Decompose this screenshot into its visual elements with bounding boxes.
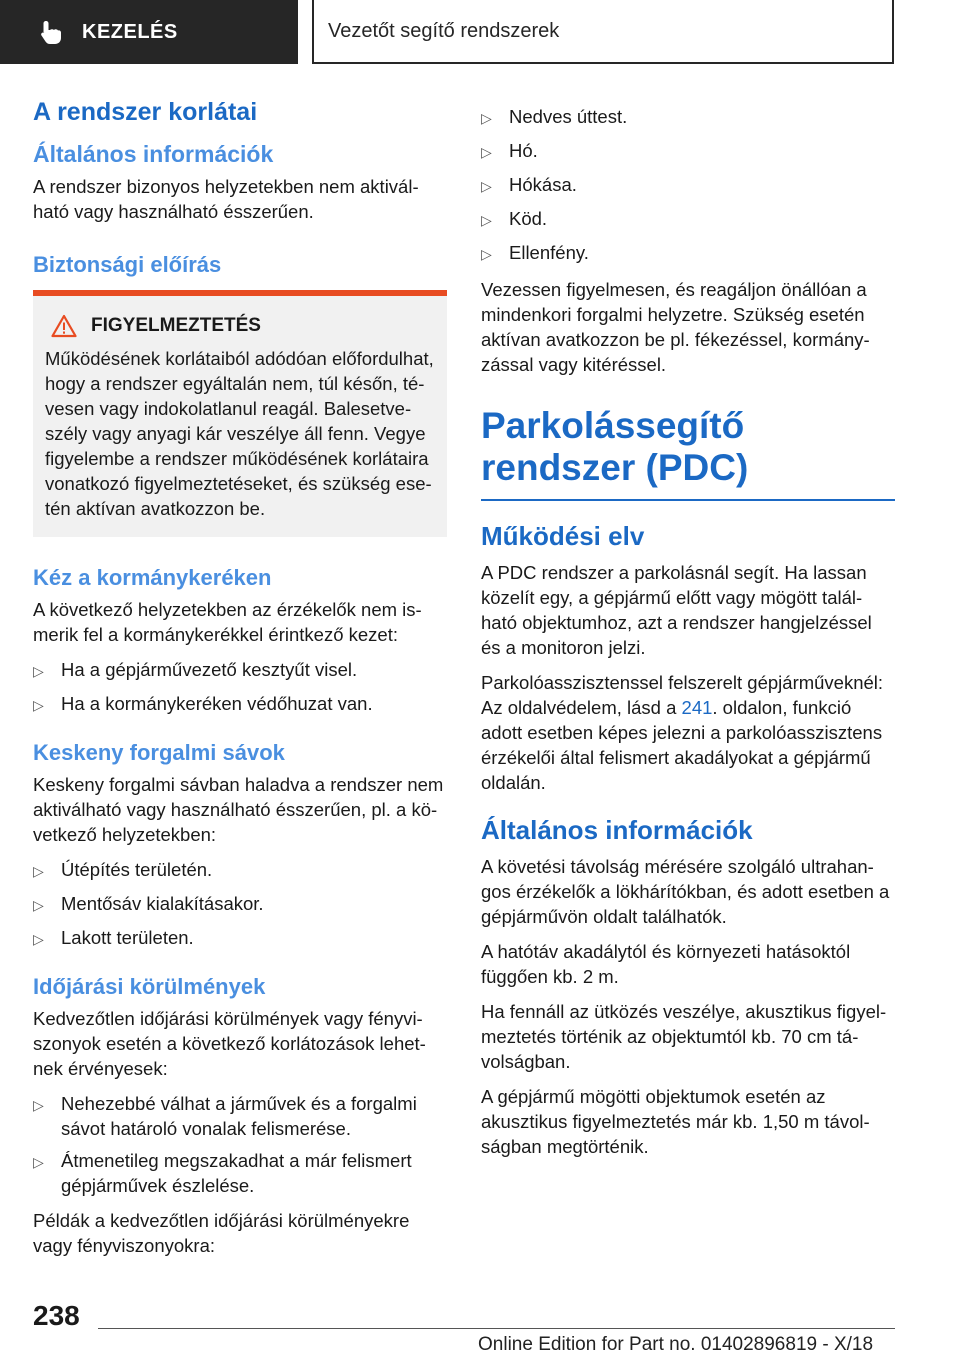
weather-advice-text: Vezessen figyelmesen, és reagáljon önállóan a mindenkori forgalmi helyzetre. Szükség esetén aktívan avatkozzon be pl. fékezéssel, kormány-zással vagy kitéréssel. — [481, 279, 870, 375]
warning-box — [33, 290, 447, 537]
info-heading: Általános információk — [481, 815, 753, 845]
lane-heading: Keskeny forgalmi sávok — [33, 740, 285, 765]
triangle-right-icon: ▷ — [481, 178, 492, 194]
warning-text: Működésének korlátaiból adódóan előfordulhat, hogy a rendszer egyáltalán nem, túl későn, té-vesen vagy indokolatlanul reagál. Balesetve-szély vagy anyagi kár veszélye áll fenn. Vegye figyelembe a rendszer működésének korlátaira vonatkozó figyelmeztetéseket, és szükség ese-tén aktívan avatkozzon be. — [45, 348, 434, 519]
list-item: ▷ Hó. — [481, 138, 895, 165]
list-item: ▷ Mentősáv kialakításakor. — [33, 891, 447, 918]
list-item: ▷ Útépítés területén. — [33, 857, 447, 884]
info-text: A követési távolság mérésére szolgáló ultrahan-gos érzékelők a lökhárítókban, és adott esetben a gépjárművön oldalt találhatók. — [481, 856, 890, 927]
list-item: ▷ Lakott területen. — [33, 925, 447, 952]
right-column — [481, 104, 895, 1169]
general-info-text: A rendszer bizonyos helyzetekben nem aktivál-ható vagy használható ésszerűen. — [33, 176, 419, 222]
list-item: ▷ Hókása. — [481, 172, 895, 199]
warning-title: FIGYELMEZTETÉS — [91, 315, 261, 336]
lane-list — [33, 857, 447, 952]
triangle-right-icon: ▷ — [33, 1154, 44, 1170]
triangle-right-icon: ▷ — [33, 931, 44, 947]
principle-text: A PDC rendszer a parkolásnál segít. Ha lassan közelít egy, a gépjármű előtt vagy mögött talál-ható objektumhoz, azt a rendszer hangjelzéssel és a monitoron jelzi. — [481, 562, 872, 658]
hand-pointer-icon — [38, 19, 64, 45]
hand-list — [33, 657, 447, 718]
spacer — [33, 962, 447, 974]
spacer — [33, 728, 447, 740]
page-header — [0, 0, 960, 66]
triangle-right-icon: ▷ — [33, 663, 44, 679]
weather-list — [33, 1091, 447, 1198]
principle-heading: Működési elv — [481, 521, 645, 551]
info-text: Ha fennáll az ütközés veszélye, akusztikus figyel-meztetés történik az objektumtól kb. 70 cm tá-volságban. — [481, 1001, 887, 1072]
weather-heading: Időjárási körülmények — [33, 974, 266, 999]
warning-header — [45, 314, 435, 338]
list-item: ▷ Átmenetileg megszakadhat a már felismert gépjárművek észlelése. — [33, 1150, 412, 1196]
list-item: ▷ Ha a gépjárművezető kesztyűt visel. — [33, 657, 447, 684]
info-text: A hatótáv akadálytól és környezeti hatásoktól függően kb. 2 m. — [481, 941, 851, 987]
triangle-right-icon: ▷ — [481, 212, 492, 228]
triangle-right-icon: ▷ — [33, 1097, 44, 1113]
list-item: ▷ Ellenfény. — [481, 240, 895, 267]
spacer — [33, 234, 447, 252]
section-tab — [0, 0, 298, 64]
triangle-right-icon: ▷ — [33, 897, 44, 913]
lane-text: Keskeny forgalmi sávban haladva a rendszer nem aktiválható vagy használható ésszerűen, pl. a kö-vetkező helyzetekben: — [33, 774, 444, 845]
weather-examples-list — [481, 104, 895, 267]
info-text: A gépjármű mögötti objektumok esetén az akusztikus figyelmeztetés már kb. 1,50 m távol-ságban megtörténik. — [481, 1086, 870, 1157]
footer-edition: Online Edition for Part no. 01402896819 - X/18 — [478, 1334, 874, 1355]
pdc-title: Parkolássegítő rendszer (PDC) — [481, 405, 895, 501]
page-link-241[interactable]: 241 — [681, 697, 713, 718]
list-item: ▷ Köd. — [481, 206, 895, 233]
triangle-right-icon: ▷ — [481, 110, 492, 126]
triangle-right-icon: ▷ — [33, 863, 44, 879]
triangle-right-icon: ▷ — [33, 697, 44, 713]
page-number: 238 — [33, 1300, 80, 1331]
weather-text: Kedvezőtlen időjárási körülmények vagy fényvi-szonyok esetén a következő korlátozások lehet-nek érvényesek: — [33, 1008, 426, 1079]
section-tab-label: KEZELÉS — [82, 20, 178, 43]
triangle-right-icon: ▷ — [481, 144, 492, 160]
hand-heading: Kéz a kormánykeréken — [33, 565, 272, 590]
weather-examples-text: Példák a kedvezőtlen időjárási körülményekre vagy fényviszonyokra: — [33, 1210, 410, 1256]
footer-divider — [98, 1328, 895, 1329]
list-item: ▷ Nedves úttest. — [481, 104, 895, 131]
general-info-heading: Általános információk — [33, 141, 274, 167]
section-title: A rendszer korlátai — [33, 98, 258, 126]
warning-triangle-icon — [51, 314, 77, 338]
left-column — [33, 98, 447, 1268]
chapter-tab-label: Vezetőt segítő rendszerek — [328, 19, 560, 42]
safety-heading: Biztonsági előírás — [33, 252, 222, 277]
hand-text: A következő helyzetekben az érzékelők nem is-merik fel a kormánykerékkel érintkező kezet: — [33, 599, 422, 645]
assist-text: Parkolóasszisztenssel felszerelt gépjárműveknél: Az oldalvédelem, lásd a 241. oldalon, funkció adott esetben képes jelezni a parkolóasszisztens érzékelői által felismert akadályokat a gépjármű oldalán. — [481, 672, 884, 793]
list-item: ▷ Ha a kormánykeréken védőhuzat van. — [33, 691, 447, 718]
triangle-right-icon: ▷ — [481, 246, 492, 262]
chapter-tab — [312, 0, 894, 64]
list-item: ▷ Nehezebbé válhat a járművek és a forgalmi sávot határoló vonalak felismerése. — [33, 1093, 417, 1139]
